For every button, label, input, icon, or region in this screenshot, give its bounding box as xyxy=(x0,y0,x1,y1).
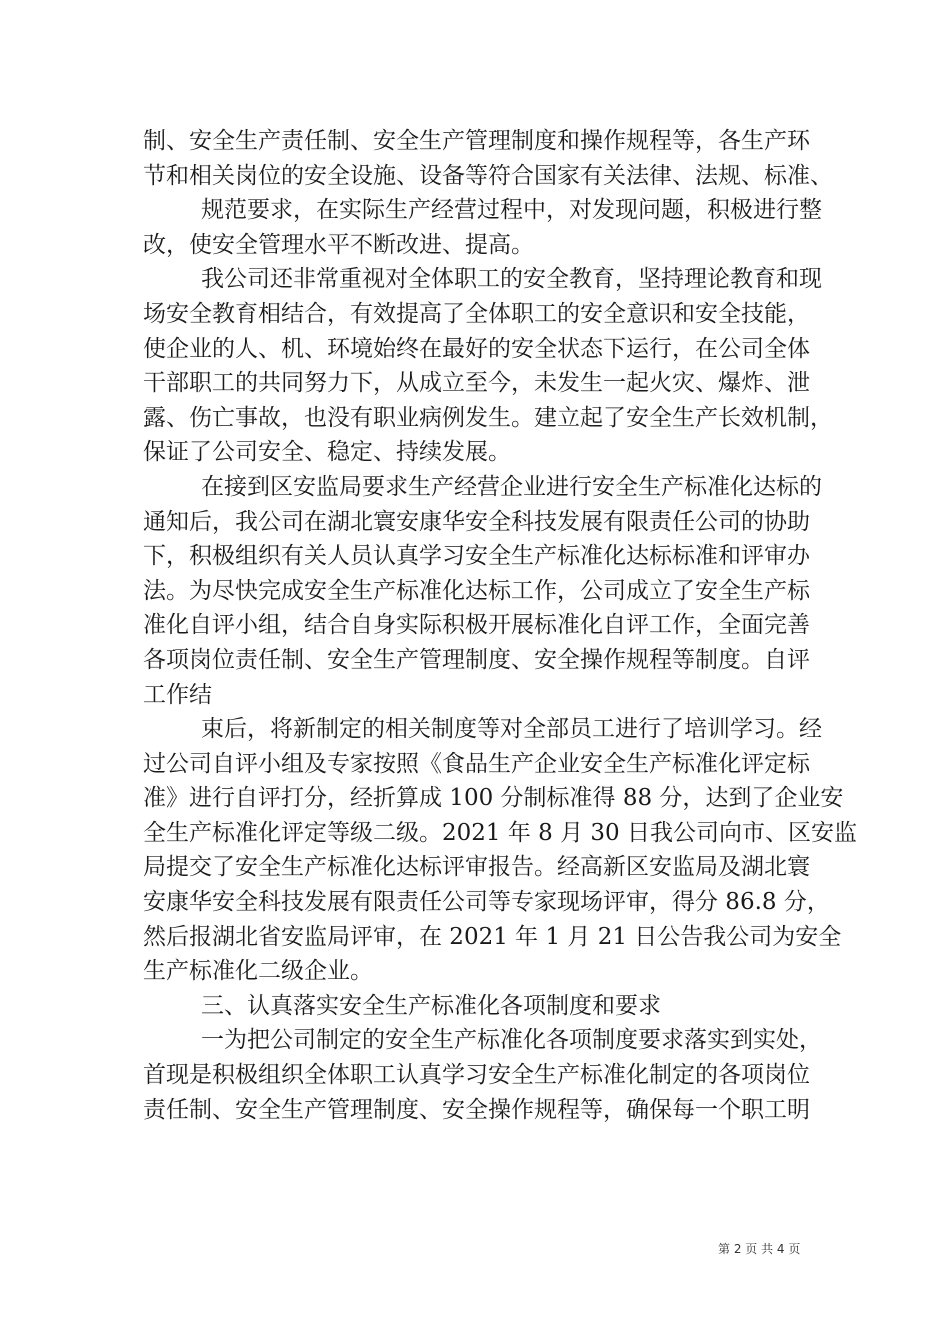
text-line: 然后报湖北省安监局评审，在 2021 年 1 月 21 日公告我公司为安全 xyxy=(143,923,842,950)
text-line: 全生产标准化评定等级二级。2021 年 8 月 30 日我公司向市、区安监 xyxy=(143,819,857,846)
document-body xyxy=(143,124,857,1127)
text-line: 节和相关岗位的安全设施、设备等符合国家有关法律、法规、标准、 xyxy=(143,162,833,189)
text-line: 责任制、安全生产管理制度、安全操作规程等，确保每一个职工明 xyxy=(143,1096,810,1123)
text-line: 在接到区安监局要求生产经营企业进行安全生产标准化达标的 xyxy=(201,473,822,500)
text-line: 生产标准化二级企业。 xyxy=(143,958,373,985)
text-line: 一为把公司制定的安全生产标准化各项制度要求落实到实处， xyxy=(201,1027,822,1054)
text-line: 制、安全生产责任制、安全生产管理制度和操作规程等，各生产环 xyxy=(143,128,810,154)
text-line: 准》进行自评打分，经折算成 100 分制标准得 88 分，达到了企业安 xyxy=(143,785,844,812)
text-line: 法。为尽快完成安全生产标准化达标工作，公司成立了安全生产标 xyxy=(143,577,810,604)
text-line: 局提交了安全生产标准化达标评审报告。经高新区安监局及湖北寰 xyxy=(143,854,810,881)
text-line: 三、认真落实安全生产标准化各项制度和要求 xyxy=(201,992,661,1019)
text-line: 工作结 xyxy=(143,681,212,708)
text-line: 保证了公司安全、稳定、持续发展。 xyxy=(143,439,511,466)
text-line: 束后，将新制定的相关制度等对全部员工进行了培训学习。经 xyxy=(201,716,822,743)
text-line: 首现是积极组织全体职工认真学习安全生产标准化制定的各项岗位 xyxy=(143,1062,810,1089)
text-line: 安康华安全科技发展有限责任公司等专家现场评审，得分 86.8 分， xyxy=(143,889,830,916)
text-line: 过公司自评小组及专家按照《食品生产企业安全生产标准化评定标 xyxy=(143,750,810,777)
text-line: 干部职工的共同努力下，从成立至今，未发生一起火灾、爆炸、泄 xyxy=(143,370,810,397)
text-line: 规范要求，在实际生产经营过程中，对发现问题，积极进行整 xyxy=(201,197,822,224)
text-line: 场安全教育相结合，有效提高了全体职工的安全意识和安全技能， xyxy=(143,300,810,327)
text-line: 我公司还非常重视对全体职工的安全教育，坚持理论教育和现 xyxy=(201,266,822,293)
text-line: 下，积极组织有关人员认真学习安全生产标准化达标标准和评审办 xyxy=(143,543,810,570)
text-line: 通知后，我公司在湖北寰安康华安全科技发展有限责任公司的协助 xyxy=(143,508,810,535)
page-footer: 第 2 页 共 4 页 xyxy=(718,1242,801,1256)
text-line: 准化自评小组，结合自身实际积极开展标准化自评工作，全面完善 xyxy=(143,612,810,639)
text-line: 露、伤亡事故，也没有职业病例发生。建立起了安全生产长效机制， xyxy=(143,404,833,431)
text-line: 改，使安全管理水平不断改进、提高。 xyxy=(143,231,534,258)
text-line: 使企业的人、机、环境始终在最好的安全状态下运行，在公司全体 xyxy=(143,335,810,362)
text-line: 各项岗位责任制、安全生产管理制度、安全操作规程等制度。自评 xyxy=(143,646,810,673)
